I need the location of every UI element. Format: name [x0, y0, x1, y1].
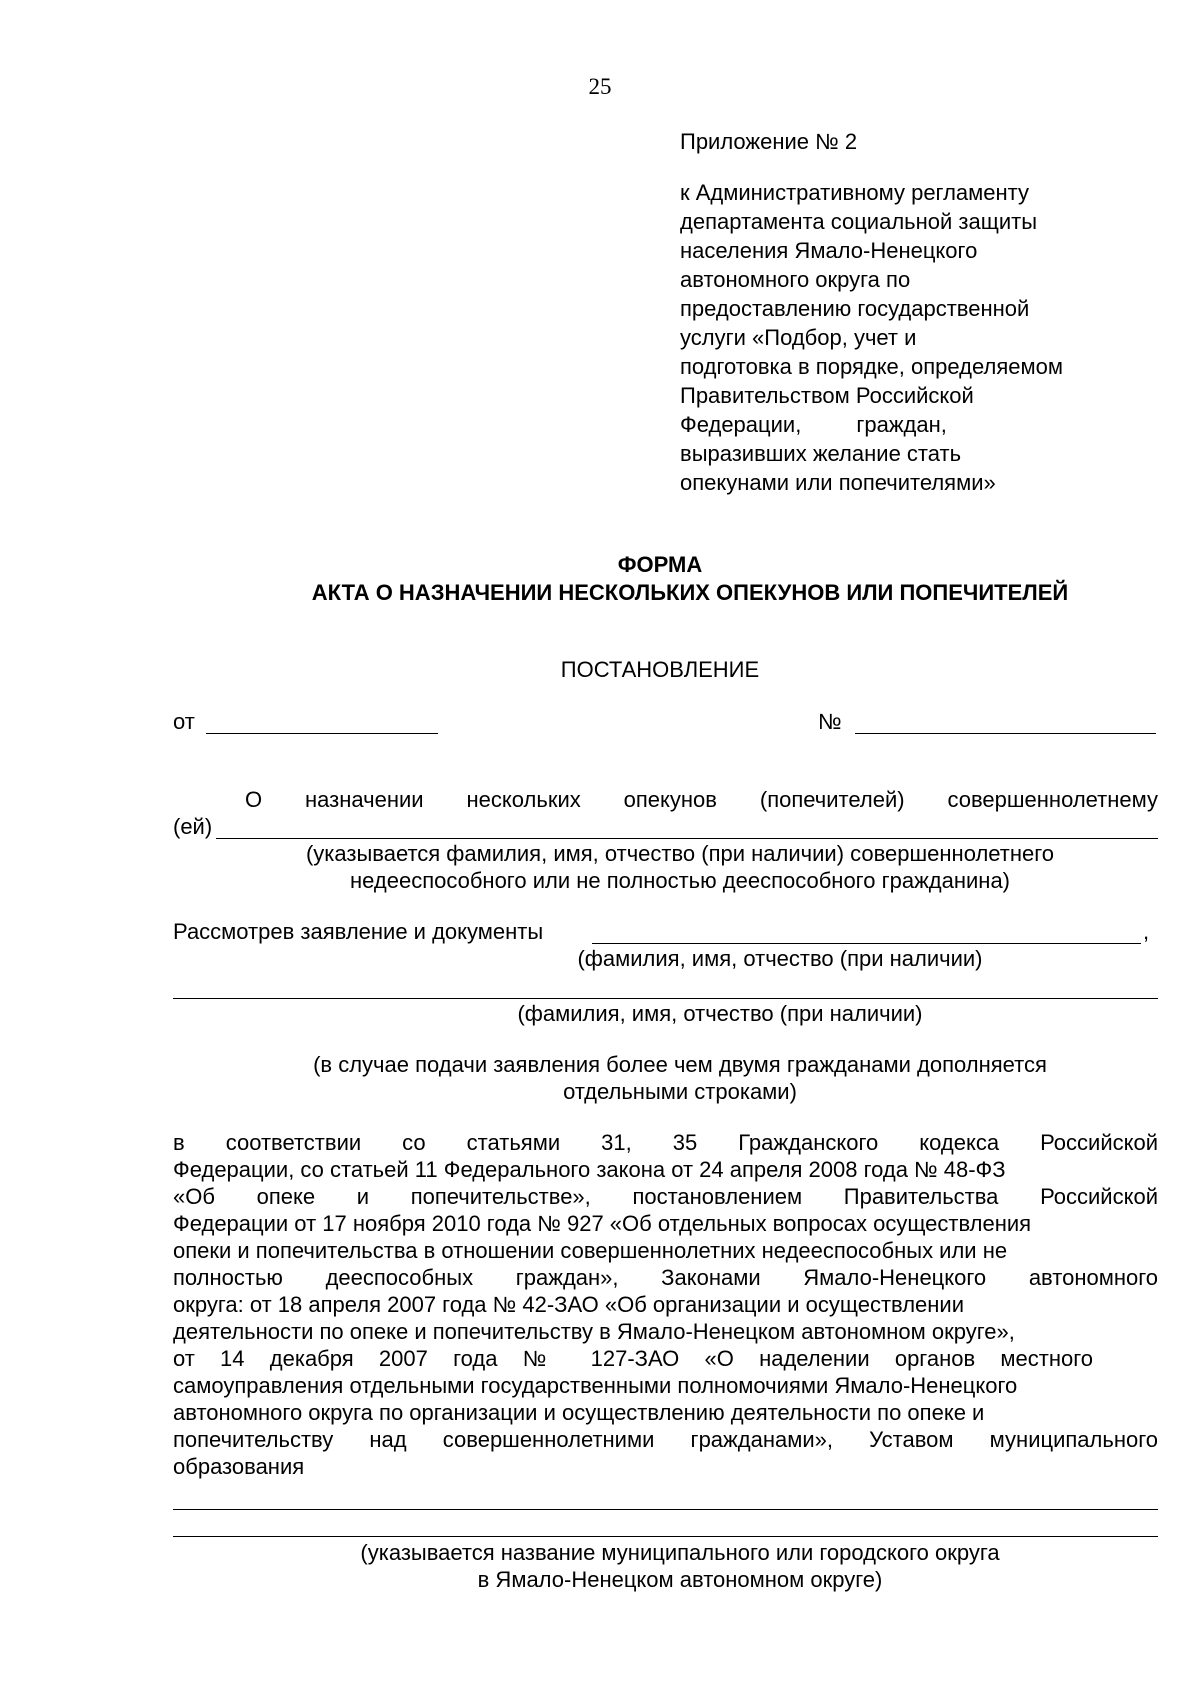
- legal-line: самоуправления отдельными государственными полномочиями Ямало-Ненецкого: [173, 1373, 1018, 1398]
- applicants-note: (в случае подачи заявления более чем двумя гражданами дополняется: [313, 1052, 1047, 1077]
- applicants-note: отдельными строками): [563, 1079, 797, 1104]
- appendix-title: Приложение № 2: [680, 129, 858, 154]
- ward-name-hint: недееспособного или не полностью дееспособного гражданина): [349, 868, 1011, 893]
- legal-line: округа: от 18 апреля 2007 года № 42-ЗАО «Об организации и осуществлении: [173, 1292, 965, 1317]
- municipality-hint: в Ямало-Ненецком автономном округе): [477, 1567, 883, 1592]
- legal-line: «Об опеке и попечительстве», постановлением Правительства Российской: [173, 1184, 1158, 1209]
- legal-line: попечительству над совершеннолетними гражданами», Уставом муниципального: [173, 1427, 1158, 1452]
- municipality-field-line[interactable]: [173, 1509, 1158, 1510]
- applicant-2-hint: (фамилия, имя, отчество (при наличии): [517, 1001, 923, 1026]
- ward-name-hint: (указывается фамилия, имя, отчество (при наличии) совершеннолетнего: [305, 841, 1055, 866]
- page-number: 25: [588, 74, 612, 99]
- appendix-line: услуги «Подбор, учет и: [680, 325, 917, 350]
- appendix-line: подготовка в порядке, определяемом: [680, 354, 1063, 379]
- form-title: ФОРМА: [617, 552, 703, 577]
- legal-line: в соответствии со статьями 31, 35 Гражданского кодекса Российской: [173, 1130, 1158, 1155]
- number-field-line[interactable]: [855, 733, 1156, 734]
- legal-line: Федерации от 17 ноября 2010 года № 927 «Об отдельных вопросах осуществления: [173, 1211, 1032, 1236]
- date-field-line[interactable]: [206, 733, 438, 734]
- date-label: от: [173, 709, 195, 734]
- subject-line: О назначении нескольких опекунов (попечителей) совершеннолетнему: [245, 787, 1158, 812]
- applicant-1-field-line[interactable]: [592, 943, 1141, 944]
- ward-name-field-line[interactable]: [216, 838, 1158, 839]
- legal-line: автономного округа по организации и осуществлению деятельности по опеке и: [173, 1400, 985, 1425]
- appendix-line: автономного округа по: [680, 267, 911, 292]
- legal-line: Федерации, со статьей 11 Федерального закона от 24 апреля 2008 года № 48-ФЗ: [173, 1157, 1006, 1182]
- applicant-1-hint: (фамилия, имя, отчество (при наличии): [577, 946, 983, 971]
- appendix-line: Федерации, граждан,: [680, 412, 947, 437]
- number-label: №: [818, 709, 842, 734]
- form-subtitle: АКТА О НАЗНАЧЕНИИ НЕСКОЛЬКИХ ОПЕКУНОВ ИЛИ ПОПЕЧИТЕЛЕЙ: [311, 580, 1069, 605]
- appendix-line: к Административному регламенту: [680, 180, 1030, 205]
- review-comma: ,: [1143, 919, 1150, 944]
- municipality-hint: (указывается название муниципального или городского округа: [360, 1540, 1000, 1565]
- legal-line: полностью дееспособных граждан», Законами Ямало-Ненецкого автономного: [173, 1265, 1158, 1290]
- municipality-field-line[interactable]: [173, 1536, 1158, 1537]
- legal-line: образования: [173, 1454, 305, 1479]
- legal-line: опеки и попечительства в отношении совершеннолетних недееспособных или не: [173, 1238, 1008, 1263]
- appendix-line: опекунами или попечителями»: [680, 470, 996, 495]
- appendix-line: Правительством Российской: [680, 383, 974, 408]
- appendix-line: выразивших желание стать: [680, 441, 962, 466]
- legal-line: от 14 декабря 2007 года № 127-ЗАО «О наделении органов местного: [173, 1346, 1093, 1371]
- legal-line: деятельности по опеке и попечительству в Ямало-Ненецком автономном округе»,: [173, 1319, 1015, 1344]
- resolution-heading: ПОСТАНОВЛЕНИЕ: [560, 657, 760, 682]
- appendix-line: населения Ямало-Ненецкого: [680, 238, 978, 263]
- appendix-reference: [680, 178, 1063, 497]
- appendix-line: предоставлению государственной: [680, 296, 1030, 321]
- appendix-line: департамента социальной защиты: [680, 209, 1038, 234]
- applicant-2-field-line[interactable]: [173, 998, 1158, 999]
- subject-prefix: (ей): [173, 814, 213, 839]
- review-label: Рассмотрев заявление и документы: [173, 919, 544, 944]
